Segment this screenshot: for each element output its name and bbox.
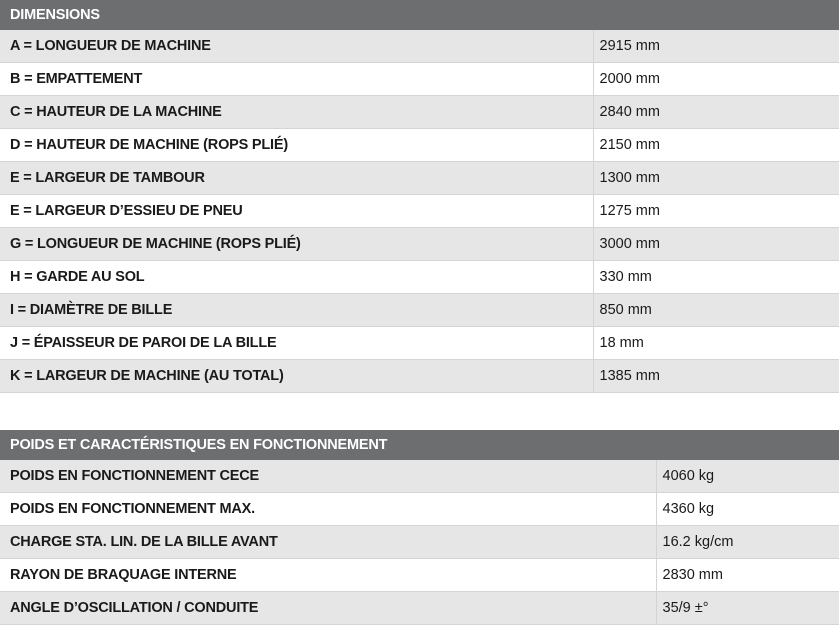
spec-label: H = GARDE AU SOL — [0, 261, 593, 294]
table-row — [0, 360, 839, 393]
table-row — [0, 526, 839, 559]
spec-label: E = LARGEUR D’ESSIEU DE PNEU — [0, 195, 593, 228]
spec-value: 3000 mm — [593, 228, 839, 261]
table-row — [0, 195, 839, 228]
spec-label: G = LONGUEUR DE MACHINE (ROPS PLIÉ) — [0, 228, 593, 261]
section-spacer — [0, 393, 839, 430]
spec-label: D = HAUTEUR DE MACHINE (ROPS PLIÉ) — [0, 129, 593, 162]
table-row — [0, 129, 839, 162]
spec-label: POIDS EN FONCTIONNEMENT MAX. — [0, 493, 656, 526]
table-row — [0, 228, 839, 261]
spec-value: 16.2 kg/cm — [656, 526, 839, 559]
poids-header: POIDS ET CARACTÉRISTIQUES EN FONCTIONNEMENT — [0, 430, 839, 460]
table-row — [0, 327, 839, 360]
table-row — [0, 261, 839, 294]
table-row — [0, 30, 839, 63]
spec-value: 2830 mm — [656, 559, 839, 592]
spec-value: 2915 mm — [593, 30, 839, 63]
spec-value: 1385 mm — [593, 360, 839, 393]
table-row — [0, 63, 839, 96]
spec-value: 850 mm — [593, 294, 839, 327]
spec-value: 1275 mm — [593, 195, 839, 228]
spec-label: I = DIAMÈTRE DE BILLE — [0, 294, 593, 327]
spec-label: B = EMPATTEMENT — [0, 63, 593, 96]
spec-value: 2840 mm — [593, 96, 839, 129]
spec-label: ANGLE D’OSCILLATION / CONDUITE — [0, 592, 656, 625]
spec-label: C = HAUTEUR DE LA MACHINE — [0, 96, 593, 129]
spec-label: J = ÉPAISSEUR DE PAROI DE LA BILLE — [0, 327, 593, 360]
dimensions-header: DIMENSIONS — [0, 0, 839, 30]
table-row — [0, 96, 839, 129]
spec-label: POIDS EN FONCTIONNEMENT CECE — [0, 460, 656, 493]
spec-value: 4360 kg — [656, 493, 839, 526]
spec-value: 18 mm — [593, 327, 839, 360]
table-row — [0, 162, 839, 195]
spec-label: A = LONGUEUR DE MACHINE — [0, 30, 593, 63]
spec-label: CHARGE STA. LIN. DE LA BILLE AVANT — [0, 526, 656, 559]
spec-value: 35/9 ±° — [656, 592, 839, 625]
spec-label: RAYON DE BRAQUAGE INTERNE — [0, 559, 656, 592]
table-row — [0, 294, 839, 327]
table-row — [0, 559, 839, 592]
spec-value: 330 mm — [593, 261, 839, 294]
dimensions-table — [0, 30, 839, 393]
spec-value: 2150 mm — [593, 129, 839, 162]
spec-value: 4060 kg — [656, 460, 839, 493]
poids-section — [0, 430, 839, 625]
spec-label: E = LARGEUR DE TAMBOUR — [0, 162, 593, 195]
spec-value: 2000 mm — [593, 63, 839, 96]
table-row — [0, 460, 839, 493]
spec-label: K = LARGEUR DE MACHINE (AU TOTAL) — [0, 360, 593, 393]
table-row — [0, 493, 839, 526]
poids-table — [0, 460, 839, 625]
spec-value: 1300 mm — [593, 162, 839, 195]
table-row — [0, 592, 839, 625]
